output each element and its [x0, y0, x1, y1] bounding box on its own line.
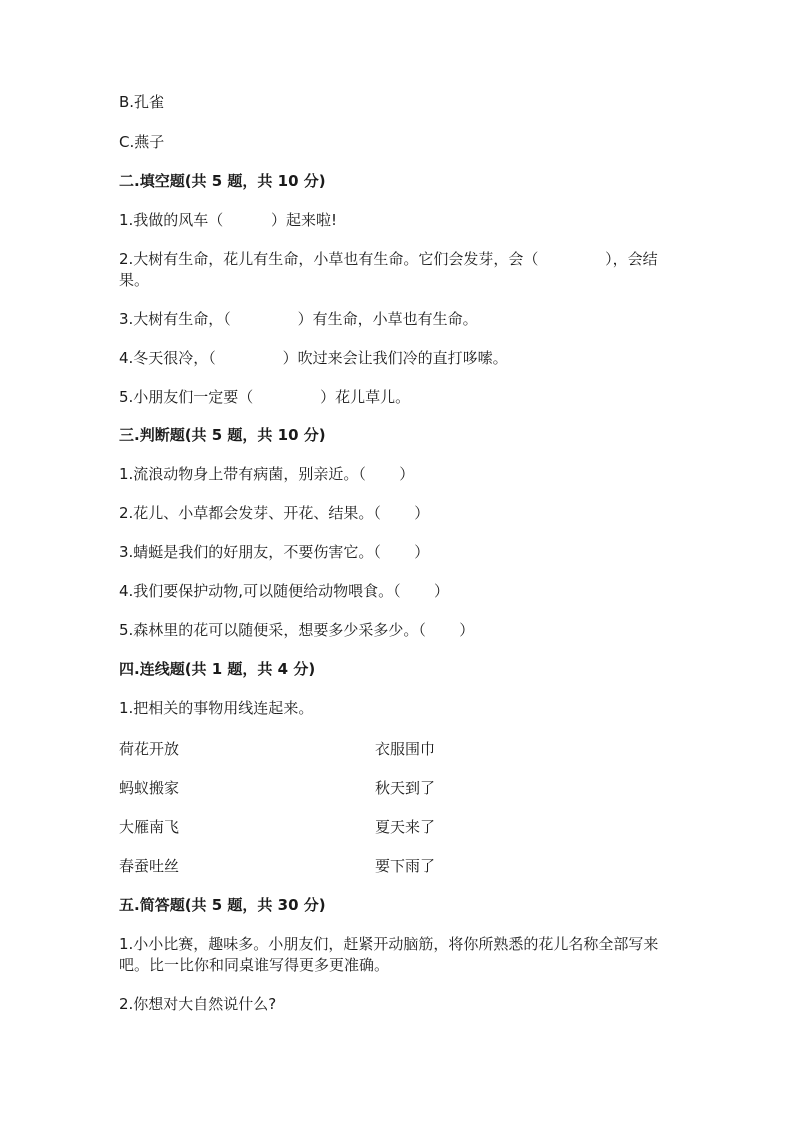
- fill-question-1: 1.我做的风车（ ）起来啦!: [119, 211, 338, 229]
- section-heading-short: 五.简答题(共 5 题，共 30 分): [119, 896, 326, 914]
- match-left-item: 荷花开放: [119, 740, 180, 758]
- fill-question-4: 4.冬天很冷，（ ）吹过来会让我们冷的直打哆嗦。: [119, 349, 508, 367]
- option-b: B.孔雀: [119, 93, 165, 111]
- match-right-item: 衣服围巾: [375, 740, 436, 758]
- fill-question-2: 2.大树有生命，花儿有生命，小草也有生命。它们会发芽，会（ ），会结果。: [119, 250, 658, 289]
- match-left-item: 大雁南飞: [119, 818, 180, 836]
- judge-question-5: 5.森林里的花可以随便采，想要多少采多少。（ ）: [119, 621, 475, 639]
- match-row: [119, 778, 679, 799]
- short-question-2: 2.你想对大自然说什么?: [119, 995, 277, 1013]
- match-row: [119, 739, 679, 760]
- option-c: C.燕子: [119, 133, 165, 151]
- match-right-item: 夏天来了: [375, 818, 436, 836]
- fill-question-5: 5.小朋友们一定要（ ）花儿草儿。: [119, 388, 411, 406]
- fill-question-3: 3.大树有生命，（ ）有生命，小草也有生命。: [119, 310, 478, 328]
- match-row: [119, 817, 679, 838]
- match-left-item: 蚂蚁搬家: [119, 779, 180, 797]
- judge-question-4: 4.我们要保护动物,可以随便给动物喂食。（ ）: [119, 582, 449, 600]
- judge-question-1: 1.流浪动物身上带有病菌，别亲近。（ ）: [119, 465, 415, 483]
- match-right-item: 要下雨了: [375, 857, 436, 875]
- section-heading-match: 四.连线题(共 1 题，共 4 分): [119, 660, 316, 678]
- short-question-1: 1.小小比赛，趣味多。小朋友们，赶紧开动脑筋，将你所熟悉的花儿名称全部写来吧。比一比你和同桌谁写得更多更准确。: [119, 935, 659, 974]
- section-heading-fill: 二.填空题(共 5 题，共 10 分): [119, 172, 326, 190]
- match-row: [119, 856, 679, 877]
- judge-question-3: 3.蜻蜓是我们的好朋友，不要伤害它。（ ）: [119, 543, 430, 561]
- worksheet-page: [119, 92, 679, 1015]
- section-heading-judge: 三.判断题(共 5 题，共 10 分): [119, 426, 326, 444]
- match-right-item: 秋天到了: [375, 779, 436, 797]
- judge-question-2: 2.花儿、小草都会发芽、开花、结果。（ ）: [119, 504, 430, 522]
- match-prompt: 1.把相关的事物用线连起来。: [119, 699, 314, 717]
- match-left-item: 春蚕吐丝: [119, 857, 180, 875]
